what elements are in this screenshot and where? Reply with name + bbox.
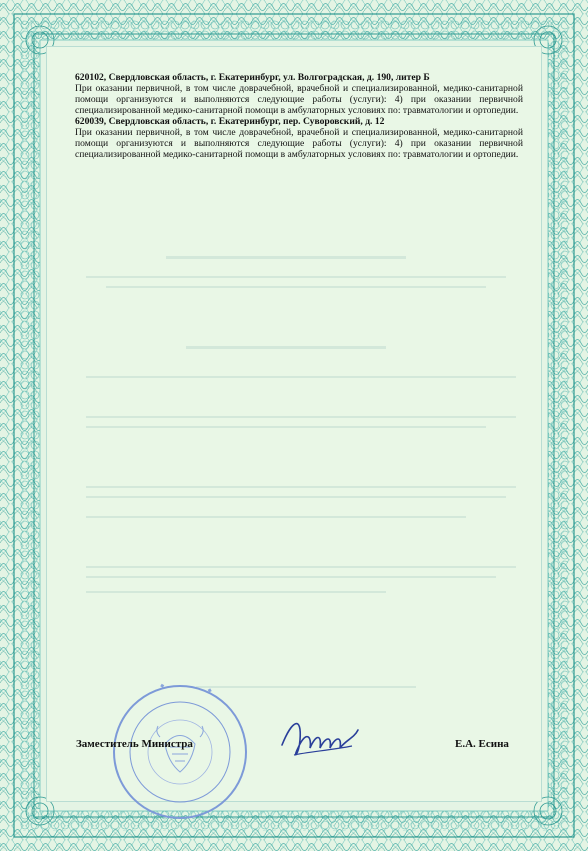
signatory-name: Е.А. Есина bbox=[455, 738, 509, 750]
entry-address: 620039, Свердловская область, г. Екатеринбург, пер. Суворовский, д. 12 bbox=[75, 116, 385, 127]
entry-address: 620102, Свердловская область, г. Екатеринбург, ул. Волгоградская, д. 190, литер Б bbox=[75, 72, 430, 83]
license-entries bbox=[75, 72, 523, 160]
official-seal bbox=[110, 682, 250, 822]
entry-text: При оказании первичной, в том числе доврачебной, врачебной и специализированной, медико-санитарной помощи организуются и выполняются следующие работы (услуги): 4) при оказании первичной специализированной медико-санитарной помощи в амбулаторных условиях по: травматологии и ортопедии. bbox=[75, 83, 523, 116]
handwritten-signature bbox=[272, 700, 372, 770]
signatory-position: Заместитель Министра bbox=[76, 738, 193, 750]
entry-text: При оказании первичной, в том числе доврачебной, врачебной и специализированной, медико-санитарной помощи организуются и выполняются следующие работы (услуги): 4) при оказании первичной специализированной медико-санитарной помощи в амбулаторных условиях по: травматологии и ортопедии. bbox=[75, 127, 523, 160]
